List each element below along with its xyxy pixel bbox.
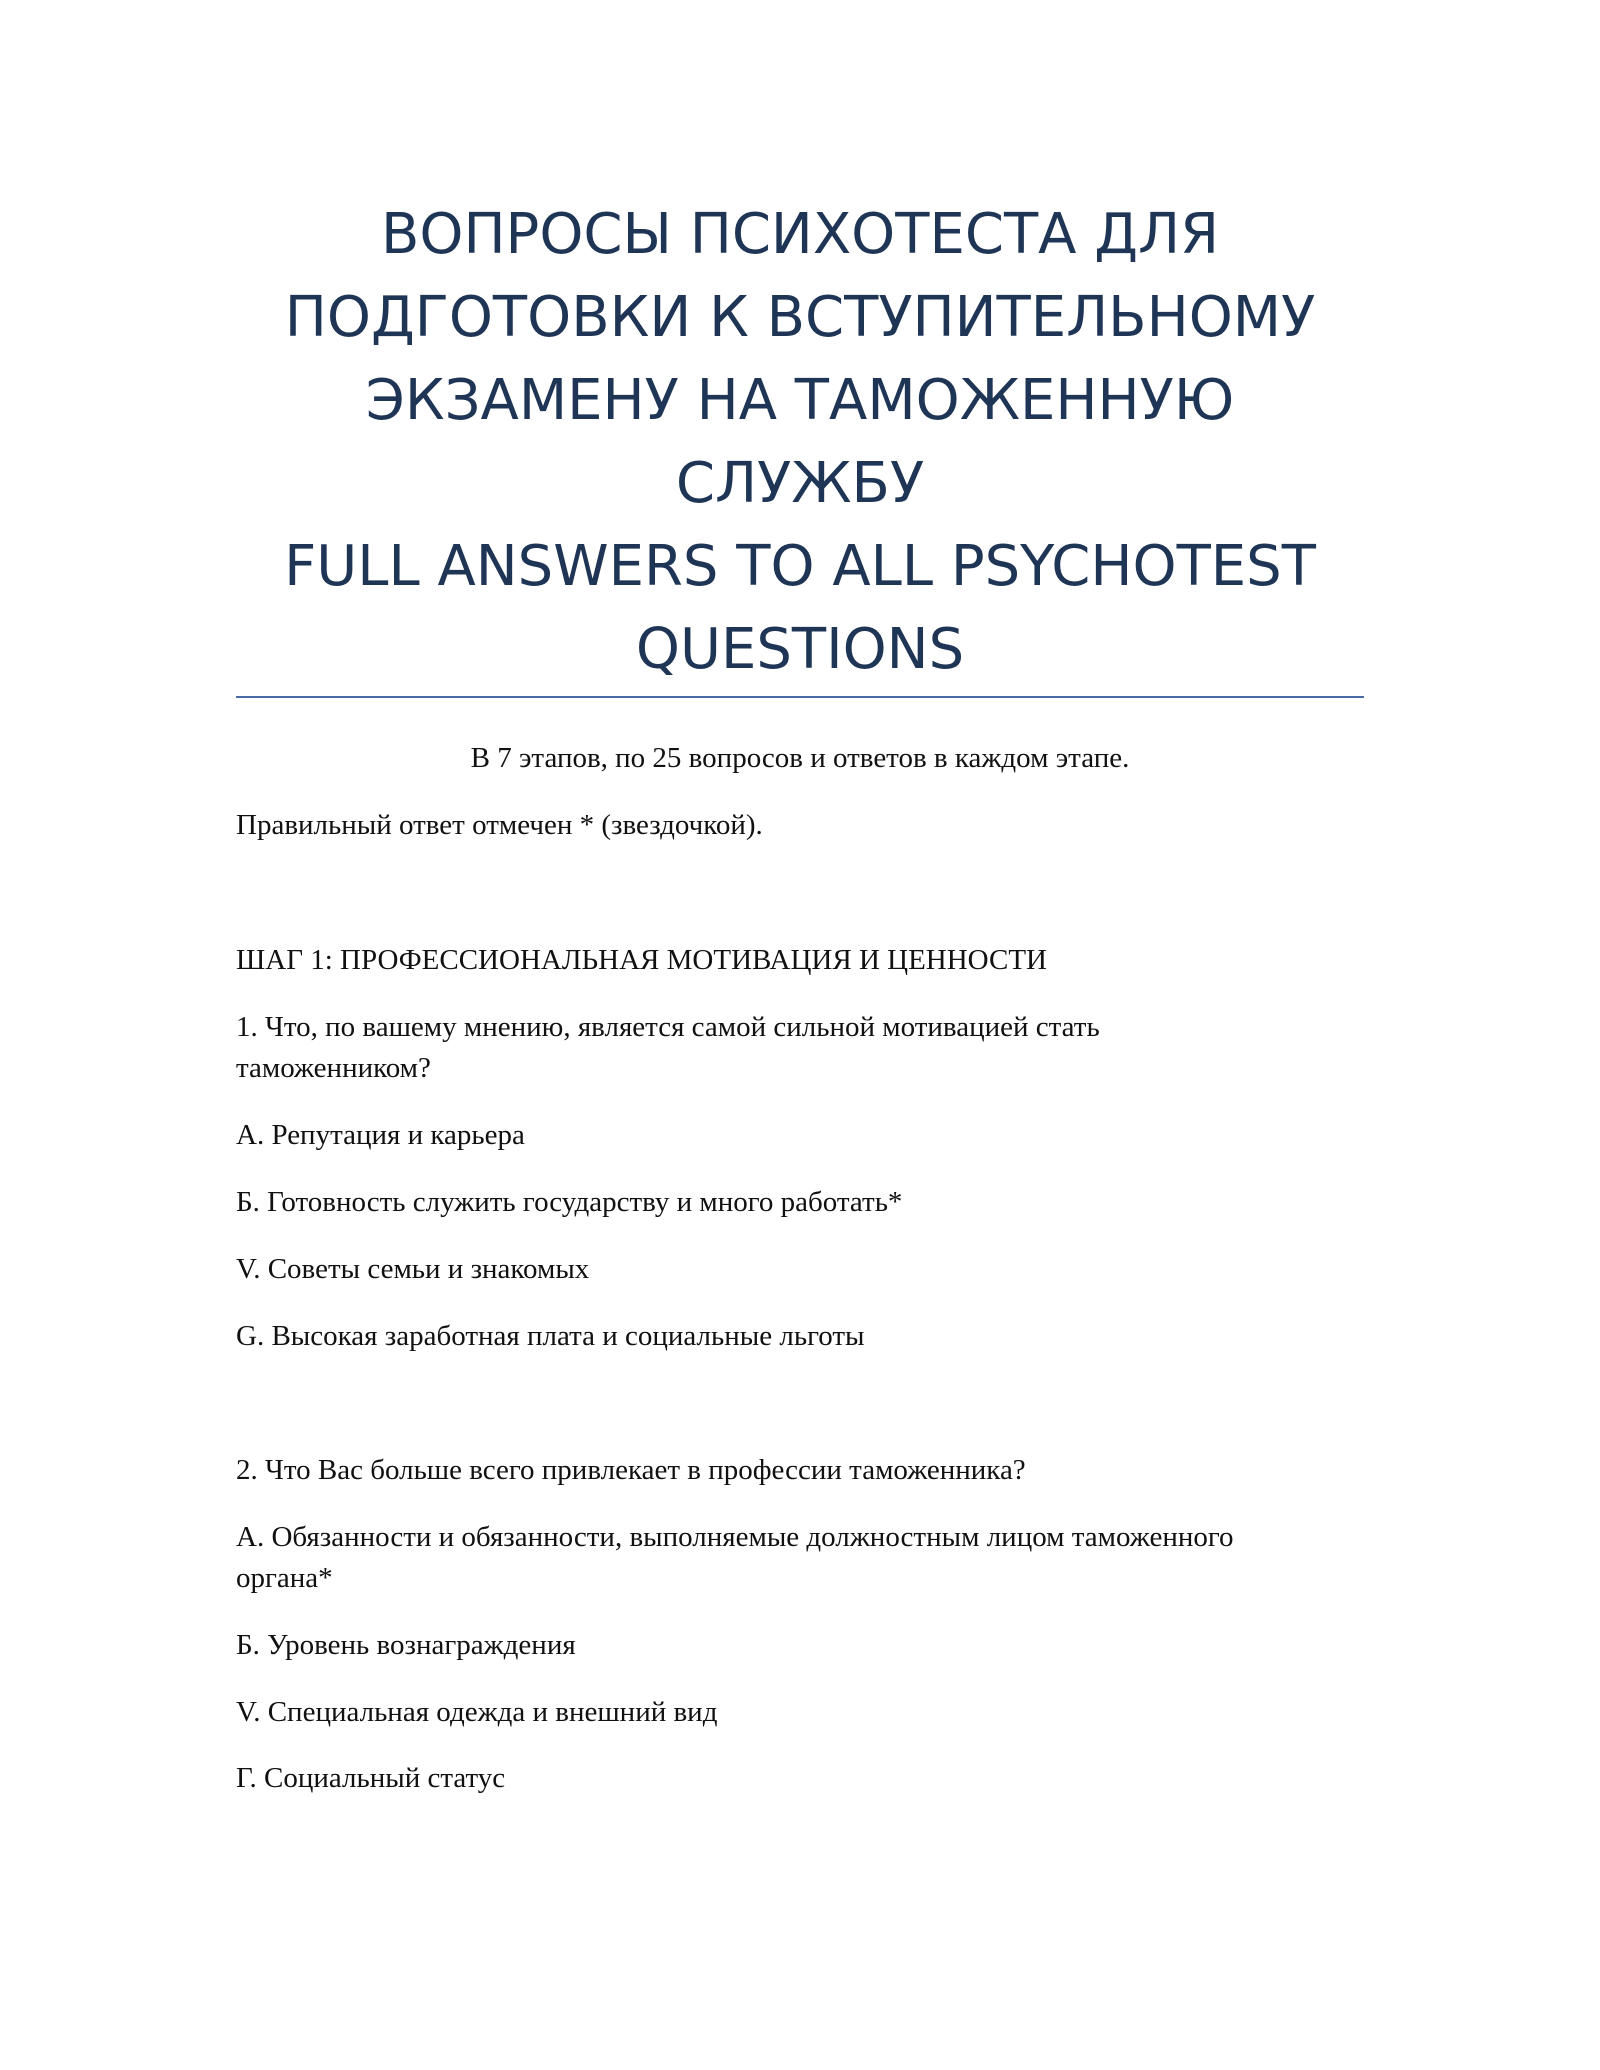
title-line: ПОДГОТОВКИ К ВСТУПИТЕЛЬНОМУ [284,285,1316,350]
answer-option: G. Высокая заработная плата и социальные льготы [236,1320,865,1352]
question-text [236,1007,1364,1089]
title-line: FULL ANSWERS TO ALL PSYCHOTEST [284,534,1316,599]
document-title [236,193,1364,691]
section-heading: ШАГ 1: ПРОФЕССИОНАЛЬНАЯ МОТИВАЦИЯ И ЦЕННОСТИ [236,944,1047,976]
answer-option-correct [236,1517,1364,1599]
title-line: QUESTIONS [635,617,965,682]
answer-option: Б. Уровень вознаграждения [236,1629,576,1661]
intro-stages-text: В 7 этапов, по 25 вопросов и ответов в каждом этапе. [470,742,1130,774]
title-divider [236,696,1364,698]
answer-line: органа* [236,1562,333,1594]
answer-option-correct: Б. Готовность служить государству и много работать* [236,1186,903,1218]
question-text: 2. Что Вас больше всего привлекает в профессии таможенника? [236,1454,1026,1486]
answer-option: А. Репутация и карьера [236,1119,525,1151]
answer-option: V. Советы семьи и знакомых [236,1253,590,1285]
title-line: ЭКЗАМЕНУ НА ТАМОЖЕННУЮ [365,368,1235,433]
answer-option: V. Специальная одежда и внешний вид [236,1696,718,1728]
intro-note-text: Правильный ответ отмечен * (звездочкой). [236,809,763,841]
answer-line: А. Обязанности и обязанности, выполняемые должностным лицом таможенного [236,1521,1234,1553]
answer-option: Г. Социальный статус [236,1762,506,1794]
title-line: ВОПРОСЫ ПСИХОТЕСТА ДЛЯ [380,202,1220,267]
title-line: СЛУЖБУ [675,451,925,516]
question-line: таможенником? [236,1052,431,1084]
question-line: 1. Что, по вашему мнению, является самой сильной мотивацией стать [236,1011,1100,1043]
